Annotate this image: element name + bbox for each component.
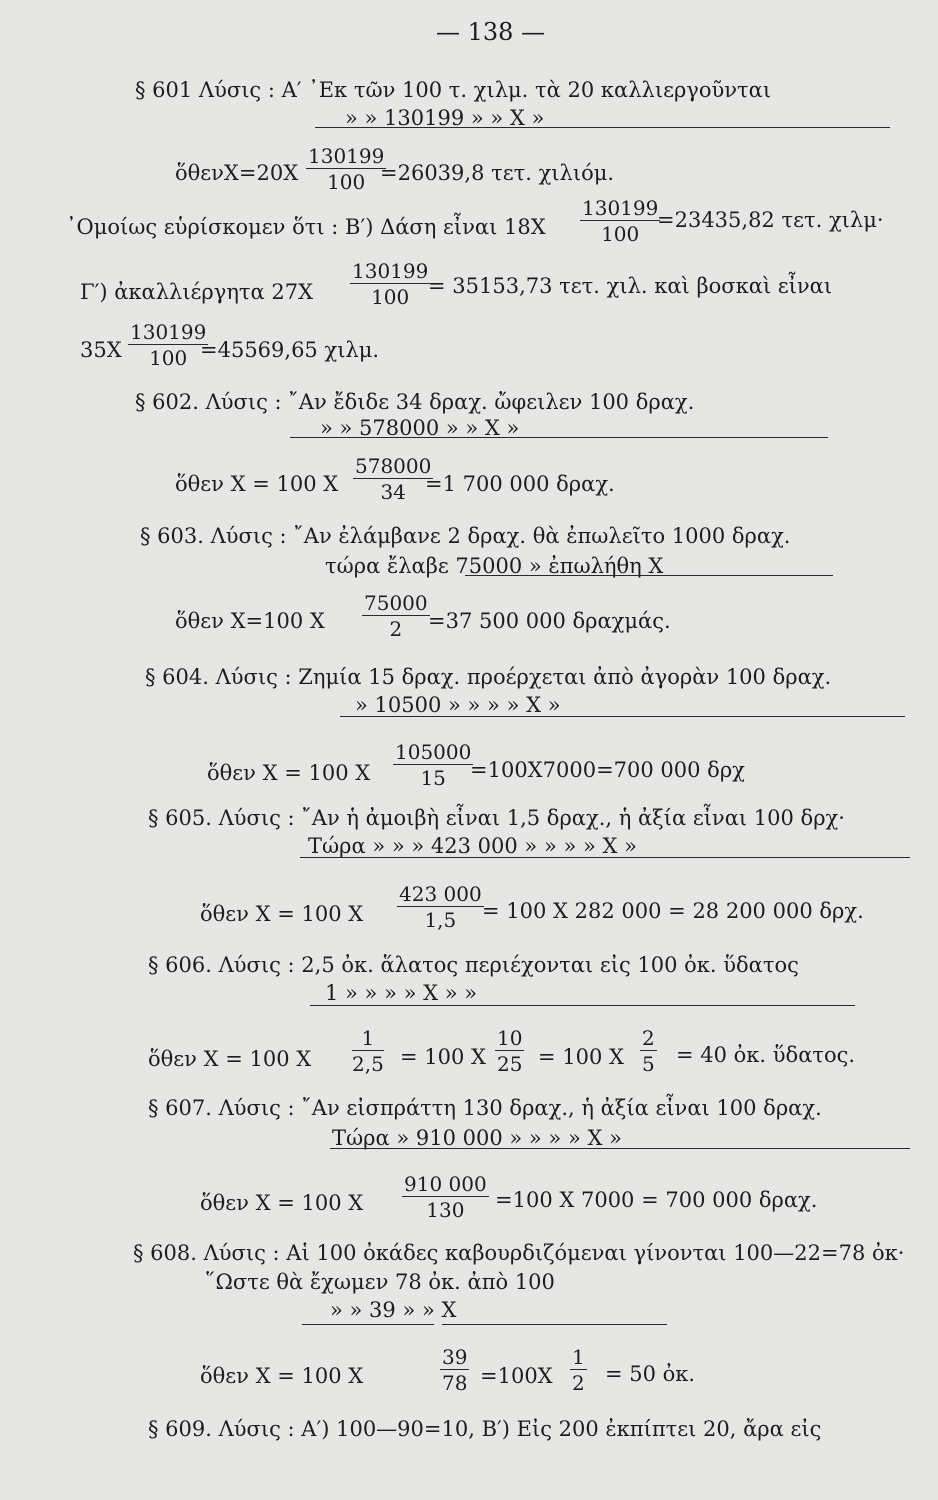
denominator: 25 [497,1052,523,1076]
s605-rule [300,857,910,858]
s606-fraction-1 [352,1028,384,1074]
numerator: 130199 [582,196,659,220]
s606-rule [310,1005,855,1006]
denominator: 34 [380,480,406,504]
s607-rule [330,1148,910,1149]
s607-line3-left: ὅθεν X = 100 X [200,1191,364,1215]
denominator: 78 [442,1371,468,1395]
denominator: 5 [642,1052,655,1076]
s605-fraction [397,884,484,930]
numerator: 75000 [364,591,428,615]
numerator: 1 [572,1345,585,1369]
denominator: 100 [149,346,188,370]
s606-line1: § 606. Λύσις : 2,5 ὀκ. ἅλατος περιέχονται εἰς 100 ὀκ. ὕδατος [148,953,799,977]
numerator: 578000 [355,454,432,478]
s608-rule-1 [302,1324,434,1325]
s606-middle-2: = 100 X [538,1045,624,1069]
s603-rule [465,575,833,576]
s608-fraction-1 [440,1347,469,1393]
s601-line6-left: 35X [80,338,122,362]
s604-line2: » 10500 » » » » X » [355,693,561,717]
s603-line1: § 603. Λύσις : ῎Αν ἐλάμβανε 2 δραχ. θὰ ἐπωλεῖτο 1000 δραχ. [140,524,791,548]
s608-line2: ῞Ωστε θὰ ἔχωμεν 78 ὀκ. ἀπὸ 100 [205,1270,555,1294]
s601-line2: » » 130199 » » X » [345,106,545,130]
s606-line3-right: = 40 ὀκ. ὕδατος. [676,1043,856,1067]
s601-line4-right: =23435,82 τετ. χιλμ· [657,208,884,232]
s604-fraction [393,742,473,788]
numerator: 39 [442,1345,468,1369]
numerator: 423 000 [399,882,482,906]
s602-line1: § 602. Λύσις : ῎Αν ἔδιδε 34 δραχ. ὤφειλεν 100 δραχ. [135,390,695,414]
s607-fraction [402,1174,489,1220]
s602-fraction [353,456,433,502]
numerator: 1 [352,1028,384,1051]
s608-middle: =100X [480,1364,553,1388]
s606-fraction-2 [495,1028,524,1074]
s608-line4-left: ὅθεν X = 100 X [200,1364,364,1388]
s602-line3-left: ὅθεν X = 100 X [175,472,339,496]
denominator: 1,5 [424,908,457,932]
denominator: 100 [371,285,410,309]
s605-line3-left: ὅθεν X = 100 X [200,902,364,926]
numerator: 130199 [352,259,429,283]
s601-fraction-3 [350,261,430,307]
s604-line3-left: ὅθεν X = 100 X [207,761,371,785]
denominator: 15 [420,766,446,790]
s604-rule [340,716,905,717]
s603-line3-left: ὅθεν X=100 X [175,609,325,633]
s608-line1: § 608. Λύσις : Αἱ 100 ὀκάδες καβουρδιζόμεναι γίνονται 100—22=78 ὀκ· [133,1241,905,1265]
s608-line3: » » 39 » » X [330,1298,457,1322]
denominator: 2,5 [352,1052,384,1076]
s602-line3-right: =1 700 000 δραχ. [425,472,615,496]
s606-line3-left: ὅθεν X = 100 X [148,1047,312,1071]
s607-line1: § 607. Λύσις : ῎Αν εἰσπράττη 130 δραχ., ἡ ἀξία εἶναι 100 δραχ. [148,1096,822,1120]
s607-line3-right: =100 X 7000 = 700 000 δραχ. [495,1188,818,1212]
s604-line1: § 604. Λύσις : Ζημία 15 δραχ. προέρχεται ἀπὸ ἀγορὰν 100 δραχ. [145,665,832,689]
s603-line3-right: =37 500 000 δραχμάς. [428,609,671,633]
s603-line2: τώρα ἔλαβε 75000 » ἐπωλήθη X [325,554,664,578]
numerator: 2 [642,1026,655,1050]
s601-line3-left: ὅθενX=20X [175,161,299,185]
s604-line3-right: =100X7000=700 000 δρχ [470,758,745,782]
s601-line1: § 601 Λύσις : Α′ ᾿Εκ τῶν 100 τ. χιλμ. τὰ 20 καλλιεργοῦνται [135,78,772,102]
s601-line5-right: = 35153,73 τετ. χιλ. καὶ βοσκαὶ εἶναι [428,274,833,298]
s601-fraction-4 [128,322,208,368]
s602-rule [290,437,828,438]
s601-line3-right: =26039,8 τετ. χιλιόμ. [380,161,615,185]
s601-fraction-1 [306,146,386,192]
s602-line2: » » 578000 » » X » [320,416,520,440]
page-number: — 138 — [436,18,546,46]
s608-fraction-2 [570,1347,587,1393]
s607-line2: Τώρα » 910 000 » » » » X » [332,1126,622,1150]
s601-line5-left: Γ′) ἀκαλλιέργητα 27X [80,280,314,304]
numerator: 105000 [395,740,472,764]
denominator: 100 [327,170,366,194]
s605-line1: § 605. Λύσις : ῎Αν ἡ ἀμοιβὴ εἶναι 1,5 δραχ., ἡ ἀξία εἶναι 100 δρχ· [148,806,845,830]
numerator: 10 [497,1026,523,1050]
s601-fraction-2 [580,198,660,244]
denominator: 2 [572,1371,585,1395]
s609-line1: § 609. Λύσις : Α′) 100—90=10, Β′) Εἰς 200 ἐκπίπτει 20, ἄρα εἰς [148,1417,822,1441]
s601-rule [315,127,890,128]
s605-line2: Τώρα » » » 423 000 » » » » X » [308,834,637,858]
numerator: 130199 [130,320,207,344]
s605-line3-right: = 100 X 282 000 = 28 200 000 δρχ. [482,899,864,923]
numerator: 130199 [308,144,385,168]
s606-line2: 1 » » » » X » » [325,981,478,1005]
s601-line4-left: ᾿Ομοίως εὑρίσκομεν ὅτι : Β′) Δάση εἶναι 18X [66,215,546,239]
s608-line4-right: = 50 ὀκ. [605,1362,696,1386]
s608-rule-2 [442,1324,667,1325]
s601-line6-right: =45569,65 χιλμ. [200,338,380,362]
s606-middle-1: = 100 X [400,1045,486,1069]
s606-fraction-3 [640,1028,657,1074]
numerator: 910 000 [404,1172,487,1196]
denominator: 130 [426,1198,465,1222]
denominator: 2 [389,617,403,641]
s603-fraction [362,593,430,639]
denominator: 100 [601,222,640,246]
